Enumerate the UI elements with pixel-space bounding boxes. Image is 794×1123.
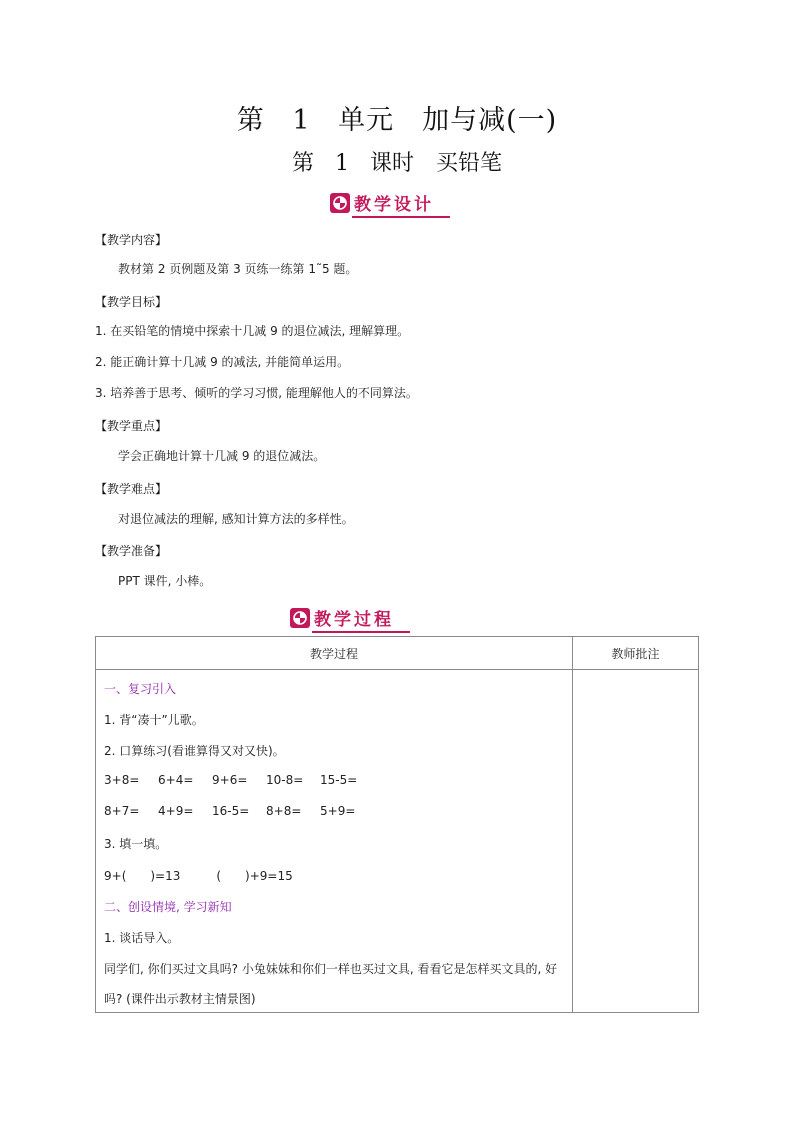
difficulty-heading: 【教学难点】	[95, 482, 168, 496]
key-text: 学会正确地计算十几减 9 的退位减法。	[118, 449, 326, 463]
banner-underline	[312, 631, 410, 633]
col-header-process: 教学过程	[96, 637, 573, 670]
fill-in-blank: 9+( )=13 ( )+9=15	[104, 869, 293, 883]
arith-expr: 8+8=	[266, 804, 302, 818]
unit-title: 第 1 单元 加与减(一)	[236, 105, 558, 136]
notes-cell	[573, 670, 699, 1013]
arith-expr: 3+8=	[104, 773, 140, 787]
process-item: 3. 填一填。	[104, 837, 168, 851]
process-item: 1. 背“凑十”儿歌。	[104, 713, 204, 727]
section-heading: 二、创设情境, 学习新知	[104, 900, 232, 914]
arith-expr: 5+9=	[320, 804, 356, 818]
swirl-logo-icon	[330, 193, 350, 213]
content-heading: 【教学内容】	[95, 233, 168, 247]
col-header-notes: 教师批注	[573, 637, 699, 670]
goal-item: 2. 能正确计算十几减 9 的减法, 并能简单运用。	[95, 355, 350, 369]
arith-expr: 10-8=	[266, 773, 304, 787]
section-heading: 一、复习引入	[104, 682, 177, 696]
swirl-logo-icon	[290, 608, 310, 628]
paragraph-line: 同学们, 你们买过文具吗? 小兔妹妹和你们一样也买过文具, 看看它是怎样买文具的, 好	[104, 962, 558, 976]
arithmetic-row	[104, 773, 374, 787]
arith-expr: 9+6=	[212, 773, 248, 787]
arithmetic-row	[104, 804, 374, 818]
banner-underline	[352, 216, 450, 218]
content-text: 教材第 2 页例题及第 3 页练一练第 1˜5 题。	[118, 262, 358, 276]
arith-expr: 16-5=	[212, 804, 250, 818]
arith-expr: 4+9=	[158, 804, 194, 818]
process-item: 1. 谈话导入。	[104, 931, 180, 945]
teaching-design-banner	[330, 190, 434, 215]
process-cell	[96, 670, 573, 1013]
process-item: 2. 口算练习(看谁算得又对又快)。	[104, 744, 285, 758]
key-heading: 【教学重点】	[95, 419, 168, 433]
lesson-title: 第 1 课时 买铅笔	[292, 151, 502, 176]
arith-expr: 15-5=	[320, 773, 358, 787]
paragraph-line: 吗? (课件出示教材主情景图)	[104, 992, 256, 1006]
banner-label: 教学过程	[314, 610, 394, 630]
arith-expr: 6+4=	[158, 773, 194, 787]
prep-heading: 【教学准备】	[95, 544, 168, 558]
arith-expr: 8+7=	[104, 804, 140, 818]
goals-heading: 【教学目标】	[95, 295, 168, 309]
goal-item: 3. 培养善于思考、倾听的学习习惯, 能理解他人的不同算法。	[95, 386, 418, 400]
goal-item: 1. 在买铅笔的情境中探索十几减 9 的退位减法, 理解算理。	[95, 324, 410, 338]
teaching-process-banner	[290, 605, 394, 630]
prep-text: PPT 课件, 小棒。	[118, 574, 212, 588]
banner-label: 教学设计	[354, 195, 434, 215]
difficulty-text: 对退位减法的理解, 感知计算方法的多样性。	[118, 512, 354, 526]
teaching-process-table	[95, 636, 699, 1013]
